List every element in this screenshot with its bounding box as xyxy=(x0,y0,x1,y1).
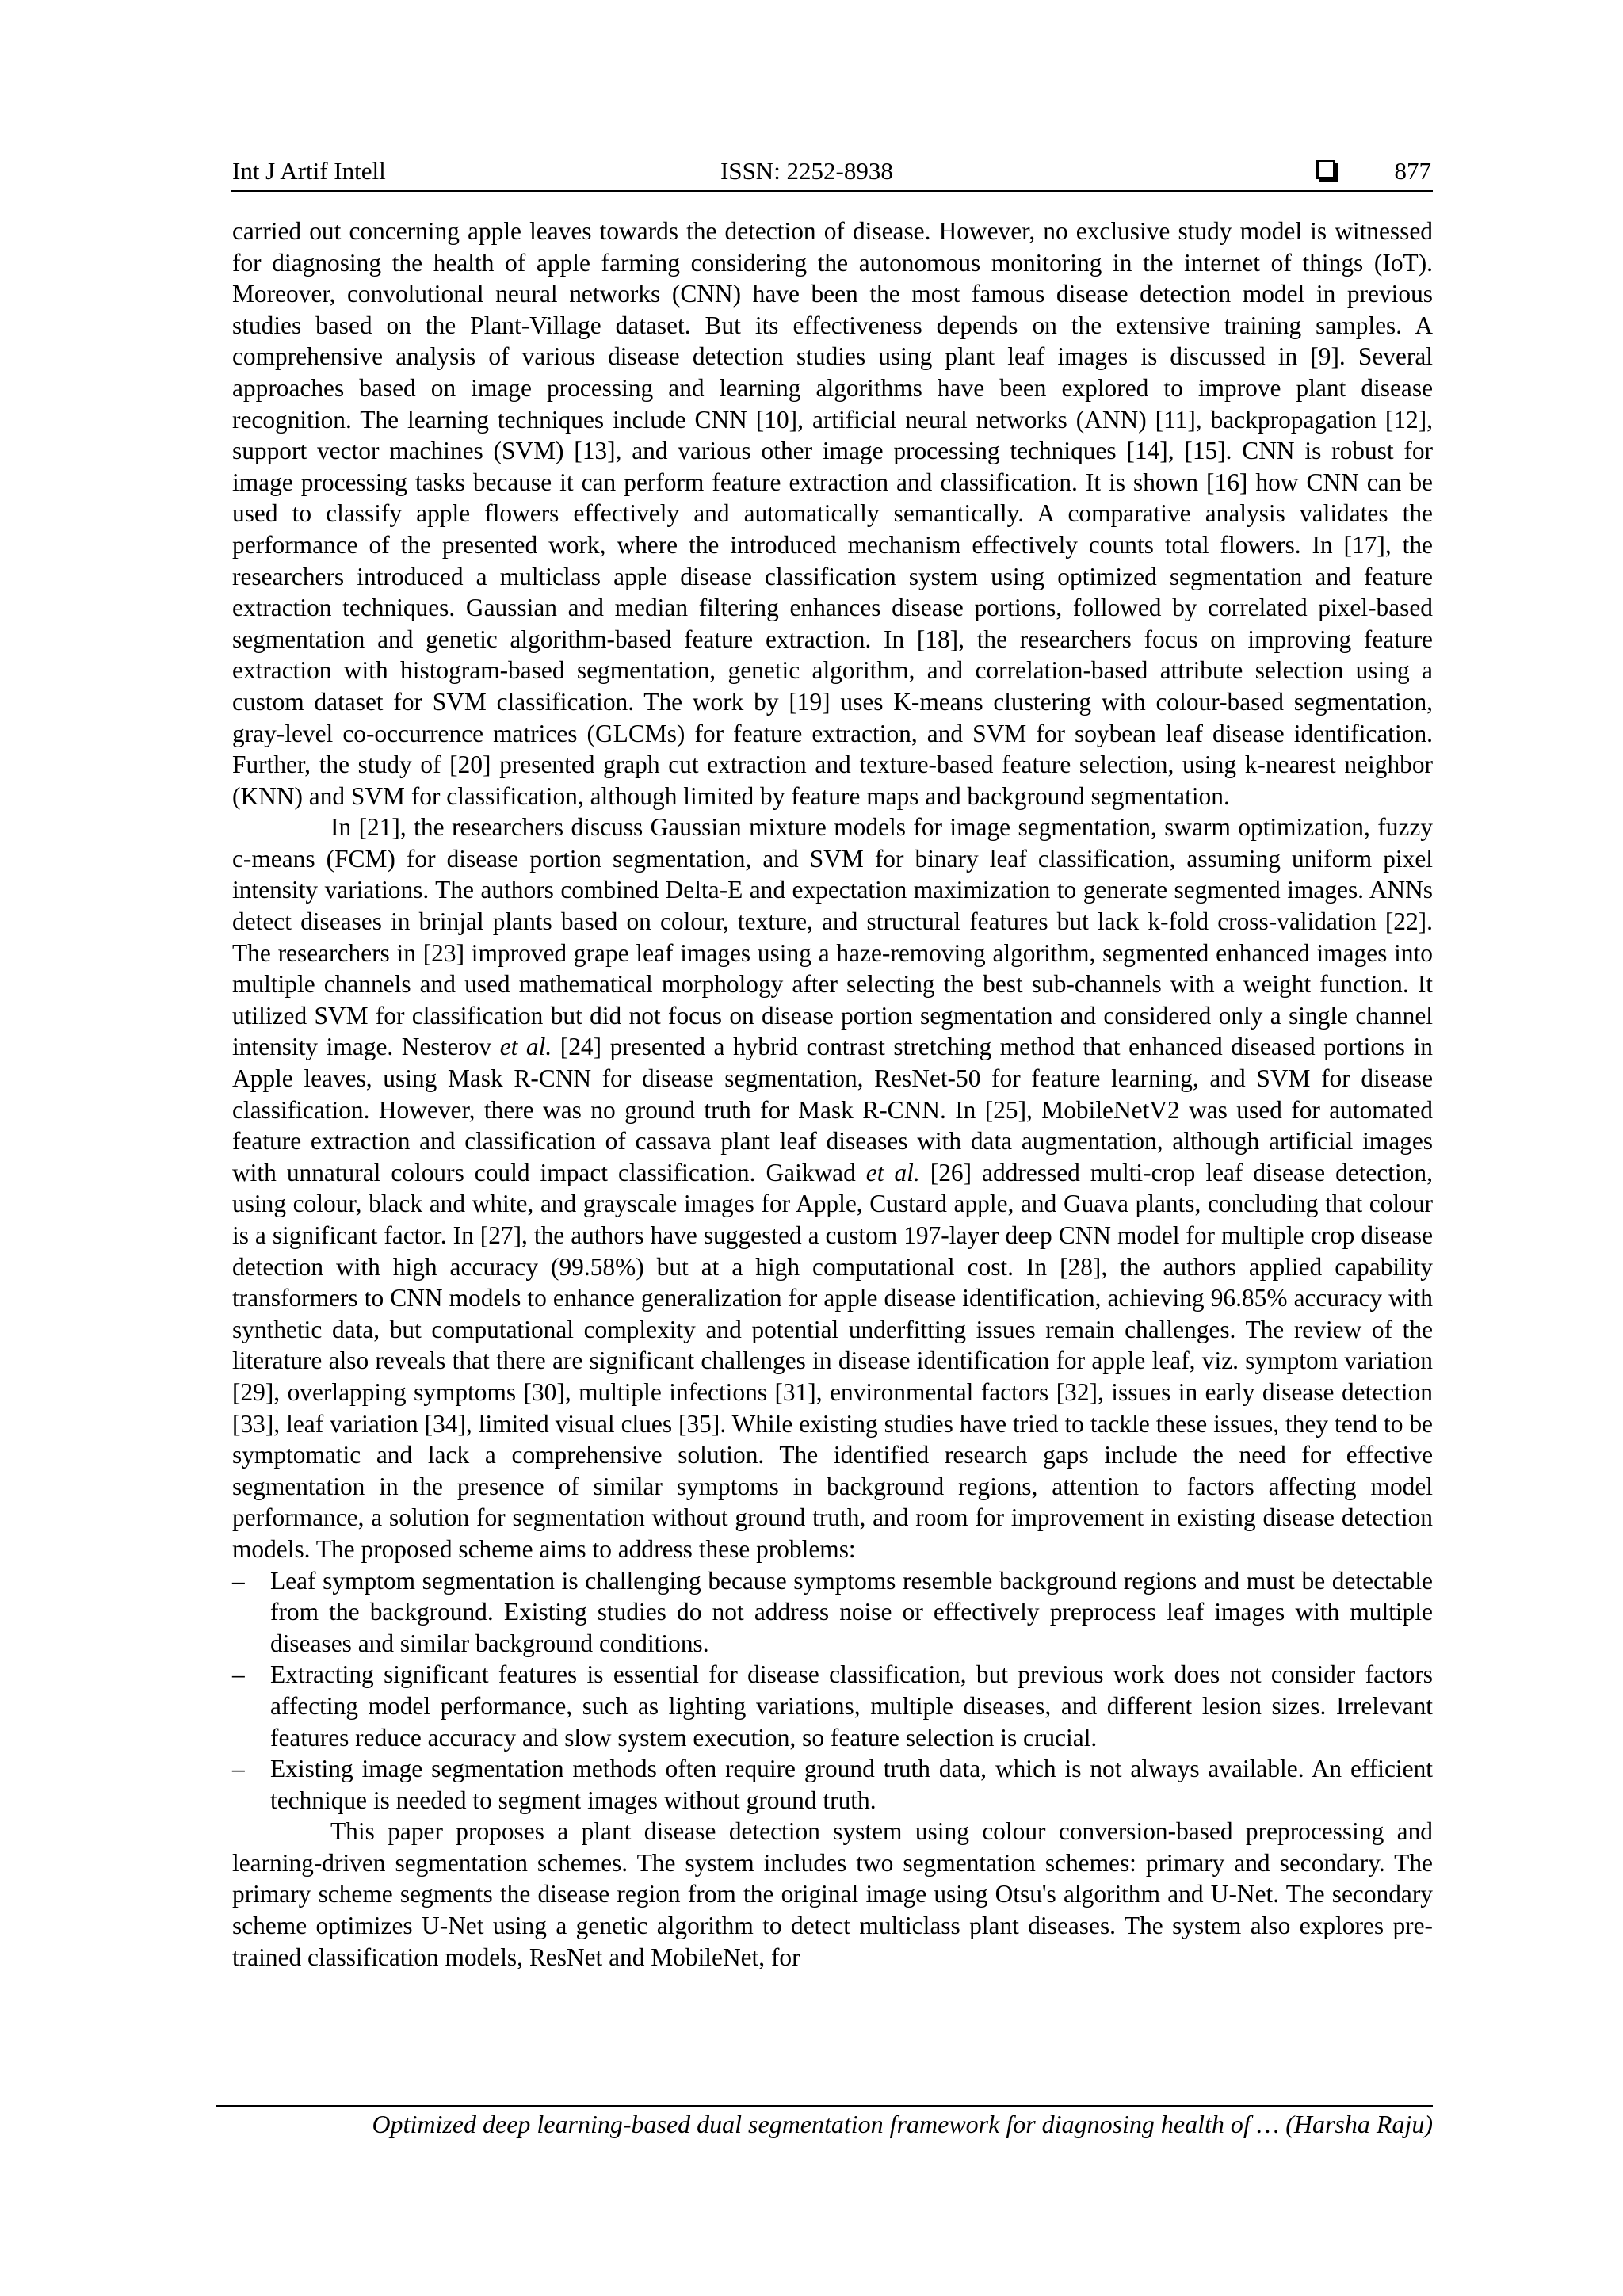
et-al-gaikwad: et al. xyxy=(865,1158,920,1186)
et-al-nesterov: et al. xyxy=(499,1033,552,1061)
bullet-dash: – xyxy=(232,1566,245,1595)
paragraph-2-part-a: In [21], the researchers discuss Gaussian mixture models for image segmentation, swarm optimization, fuzzy c-means (FCM) for disease portion segmentation, and SVM for binary leaf classification, assuming uniform pixel intensity variations. The authors combined Delta-E and expectation maximization to generate segmented images. ANNs detect diseases in brinjal plants based on colour, texture, and structural features but lack k-fold cross-validation [22]. The researchers in [23] improved grape leaf images using a haze-removing algorithm, segmented enhanced images into multiple channels and used mathematical morphology after selecting the best sub-channels with a weight function. It utilized SVM for classification but did not focus on disease portion segmentation and considered only a single channel intensity image. Nesterov xyxy=(232,813,1433,1061)
paragraph-1: carried out concerning apple leaves towards the detection of disease. However, no exclusive study model is witnessed for diagnosing the health of apple farming considering the autonomous monitoring in the internet of things (IoT). Moreover, convolutional neural networks (CNN) have been the most famous disease detection model in previous studies based on the Plant-Village dataset. But its effectiveness depends on the extensive training samples. A comprehensive analysis of various disease detection studies using plant leaf images is discussed in [9]. Several approaches based on image processing and learning algorithms have been explored to improve plant disease recognition. The learning techniques include CNN [10], artificial neural networks (ANN) [11], backpropagation [12], support vector machines (SVM) [13], and various other image processing techniques [14], [15]. CNN is robust for image processing tasks because it can perform feature extraction and classification. It is shown [16] how CNN can be used to classify apple flowers effectively and automatically semantically. A comparative analysis validates the performance of the presented work, where the introduced mechanism effectively counts total flowers. In [17], the researchers introduced a multiclass apple disease classification system using optimized segmentation and feature extraction techniques. Gaussian and median filtering enhances disease portions, followed by correlated pixel-based segmentation and genetic algorithm-based feature extraction. In [18], the researchers focus on improving feature extraction with histogram-based segmentation, genetic algorithm, and correlation-based attribute selection using a custom dataset for SVM classification. The work by [19] uses K-means clustering with colour-based segmentation, gray-level co-occurrence matrices (GLCMs) for feature extraction, and SVM for soybean leaf disease identification. Further, the study of [20] presented graph cut extraction and texture-based feature selection, using k-nearest neighbor (KNN) and SVM for classification, although limited by feature maps and background segmentation. xyxy=(232,217,1433,810)
issn: ISSN: 2252-8938 xyxy=(720,157,893,185)
list-item-text: Existing image segmentation methods often require ground truth data, which is not always available. An efficient technique is needed to segment images without ground truth. xyxy=(270,1755,1433,1814)
list-item xyxy=(232,1659,1433,1753)
running-footer: Optimized deep learning-based dual segmentation framework for diagnosing health of … (Harsha Raju) xyxy=(372,2110,1433,2138)
list-item-text: Extracting significant features is essential for disease classification, but previous work does not consider factors affecting model performance, such as lighting variations, multiple diseases, and different lesion sizes. Irrelevant features reduce accuracy and slow system execution, so feature selection is crucial. xyxy=(270,1660,1433,1752)
paragraph-3: This paper proposes a plant disease detection system using colour conversion-based preprocessing and learning-driven segmentation schemes. The system includes two segmentation schemes: primary and secondary. The primary scheme segments the disease region from the original image using Otsu's algorithm and U-Net. The secondary scheme optimizes U-Net using a genetic algorithm to detect multiclass plant diseases. The system also explores pre-trained classification models, ResNet and MobileNet, for xyxy=(232,1817,1433,1971)
main-text xyxy=(232,216,1433,1973)
footer-rule xyxy=(216,2105,1433,2107)
journal-name: Int J Artif Intell xyxy=(232,157,386,185)
bullet-dash: – xyxy=(232,1660,245,1689)
bullet-dash: – xyxy=(232,1755,245,1783)
problem-list xyxy=(232,1565,1433,1817)
checkbox-square-icon xyxy=(1316,160,1335,179)
list-item-text: Leaf symptom segmentation is challenging because symptoms resemble background regions and must be detectable from the background. Existing studies do not address noise or effectively preprocess leaf images with multiple diseases and similar background conditions. xyxy=(270,1566,1433,1657)
paragraph-2-part-b: [24] presented a hybrid contrast stretching method that enhanced diseased portions in Apple leaves, using Mask R-CNN for disease segmentation, ResNet-50 for feature learning, and SVM for disease classification. However, there was no ground truth for Mask R-CNN. In [25], MobileNetV2 was used for automated feature extraction and classification of cassava plant leaf diseases with data augmentation, although artificial images with unnatural colours could impact classification. Gaikwad xyxy=(232,1033,1433,1186)
page-number: 877 xyxy=(1394,157,1431,185)
list-item xyxy=(232,1565,1433,1660)
running-header xyxy=(231,155,1433,192)
paragraph-2 xyxy=(232,812,1433,1564)
list-item xyxy=(232,1753,1433,1816)
paragraph-2-part-c: [26] addressed multi-crop leaf disease detection, using colour, black and white, and grayscale images for Apple, Custard apple, and Guava plants, concluding that colour is a significant factor. In [27], the authors have suggested a custom 197-layer deep CNN model for multiple crop disease detection with high accuracy (99.58%) but at a high computational cost. In [28], the authors applied capability transformers to CNN models to enhance generalization for apple disease identification, achieving 96.85% accuracy with synthetic data, but computational complexity and potential underfitting issues remain challenges. The review of the literature also reveals that there are significant challenges in disease identification for apple leaf, viz. symptom variation [29], overlapping symptoms [30], multiple infections [31], environmental factors [32], issues in early disease detection [33], leaf variation [34], limited visual clues [35]. While existing studies have tried to tackle these issues, they tend to be symptomatic and lack a comprehensive solution. The identified research gaps include the need for effective segmentation in the presence of similar symptoms in background regions, attention to factors affecting model performance, a solution for segmentation without ground truth, and room for improvement in existing disease detection models. The proposed scheme aims to address these problems: xyxy=(232,1158,1433,1563)
